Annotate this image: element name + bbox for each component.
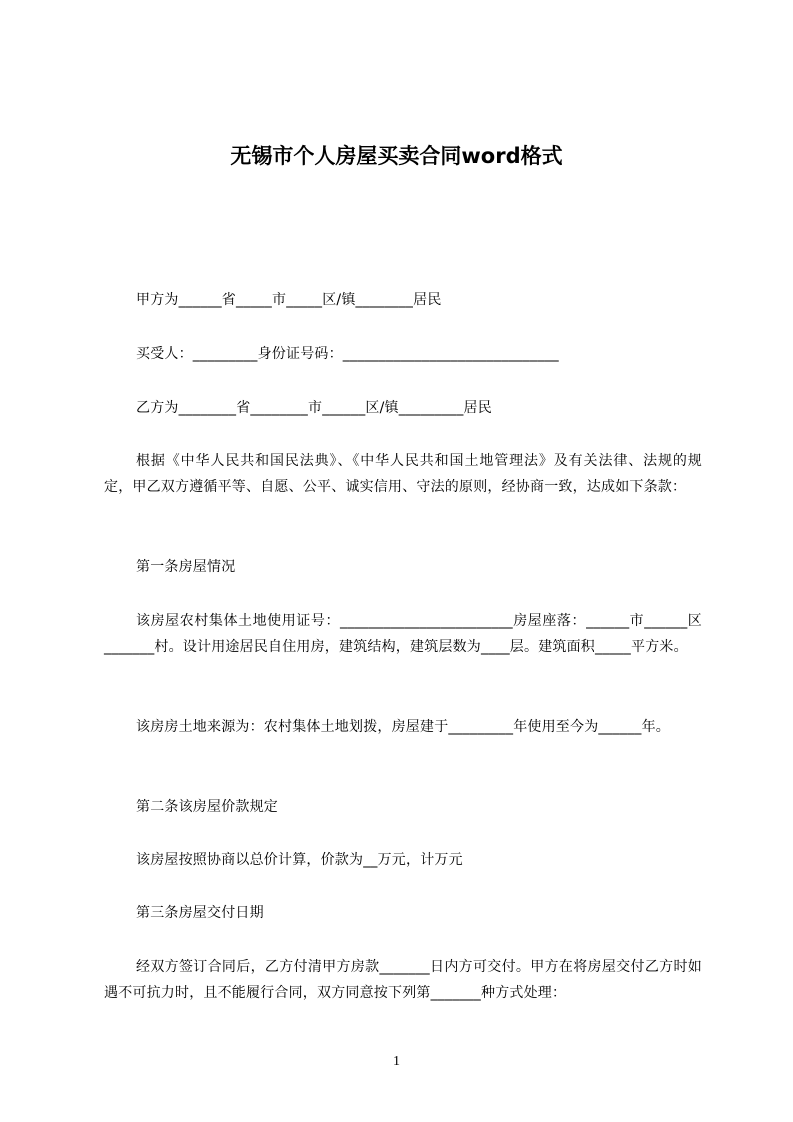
article-2-heading: 第二条该房屋价款规定 — [136, 799, 278, 815]
land-source-paragraph: 该房房土地来源为：农村集体土地划拨，房屋建于_________年使用至今为______年。 — [136, 719, 670, 735]
house-info-paragraph: 该房屋农村集体土地使用证号：________________________房屋座落：______市______区_______村。设计用途居民自住用房，建筑结构，建筑层数为____层。建筑面积_____平方米。 — [104, 613, 702, 655]
article-3-heading: 第三条房屋交付日期 — [136, 905, 264, 921]
party-b-line: 乙方为________省________市______区/镇_________居民 — [136, 400, 492, 416]
page-number: 1 — [393, 1054, 400, 1069]
buyer-id-line: 买受人：_________身份证号码：______________________________ — [136, 346, 559, 362]
party-a-line: 甲方为______省_____市_____区/镇________居民 — [136, 292, 442, 308]
article-1-heading: 第一条房屋情况 — [136, 559, 236, 575]
document-title: 无锡市个人房屋买卖合同word格式 — [230, 144, 563, 168]
legal-basis-paragraph: 根据《中华人民共和国民法典》、《中华人民共和国土地管理法》及有关法律、法规的规定，甲乙双方遵循平等、自愿、公平、诚实信用、守法的原则，经协商一致，达成如下条款： — [104, 453, 702, 495]
price-paragraph: 该房屋按照协商以总价计算，价款为__万元，计万元 — [136, 852, 463, 868]
delivery-paragraph: 经双方签订合同后，乙方付清甲方房款_______日内方可交付。甲方在将房屋交付乙方时如遇不可抗力时，且不能履行合同，双方同意按下列第_______种方式处理： — [104, 959, 702, 1001]
